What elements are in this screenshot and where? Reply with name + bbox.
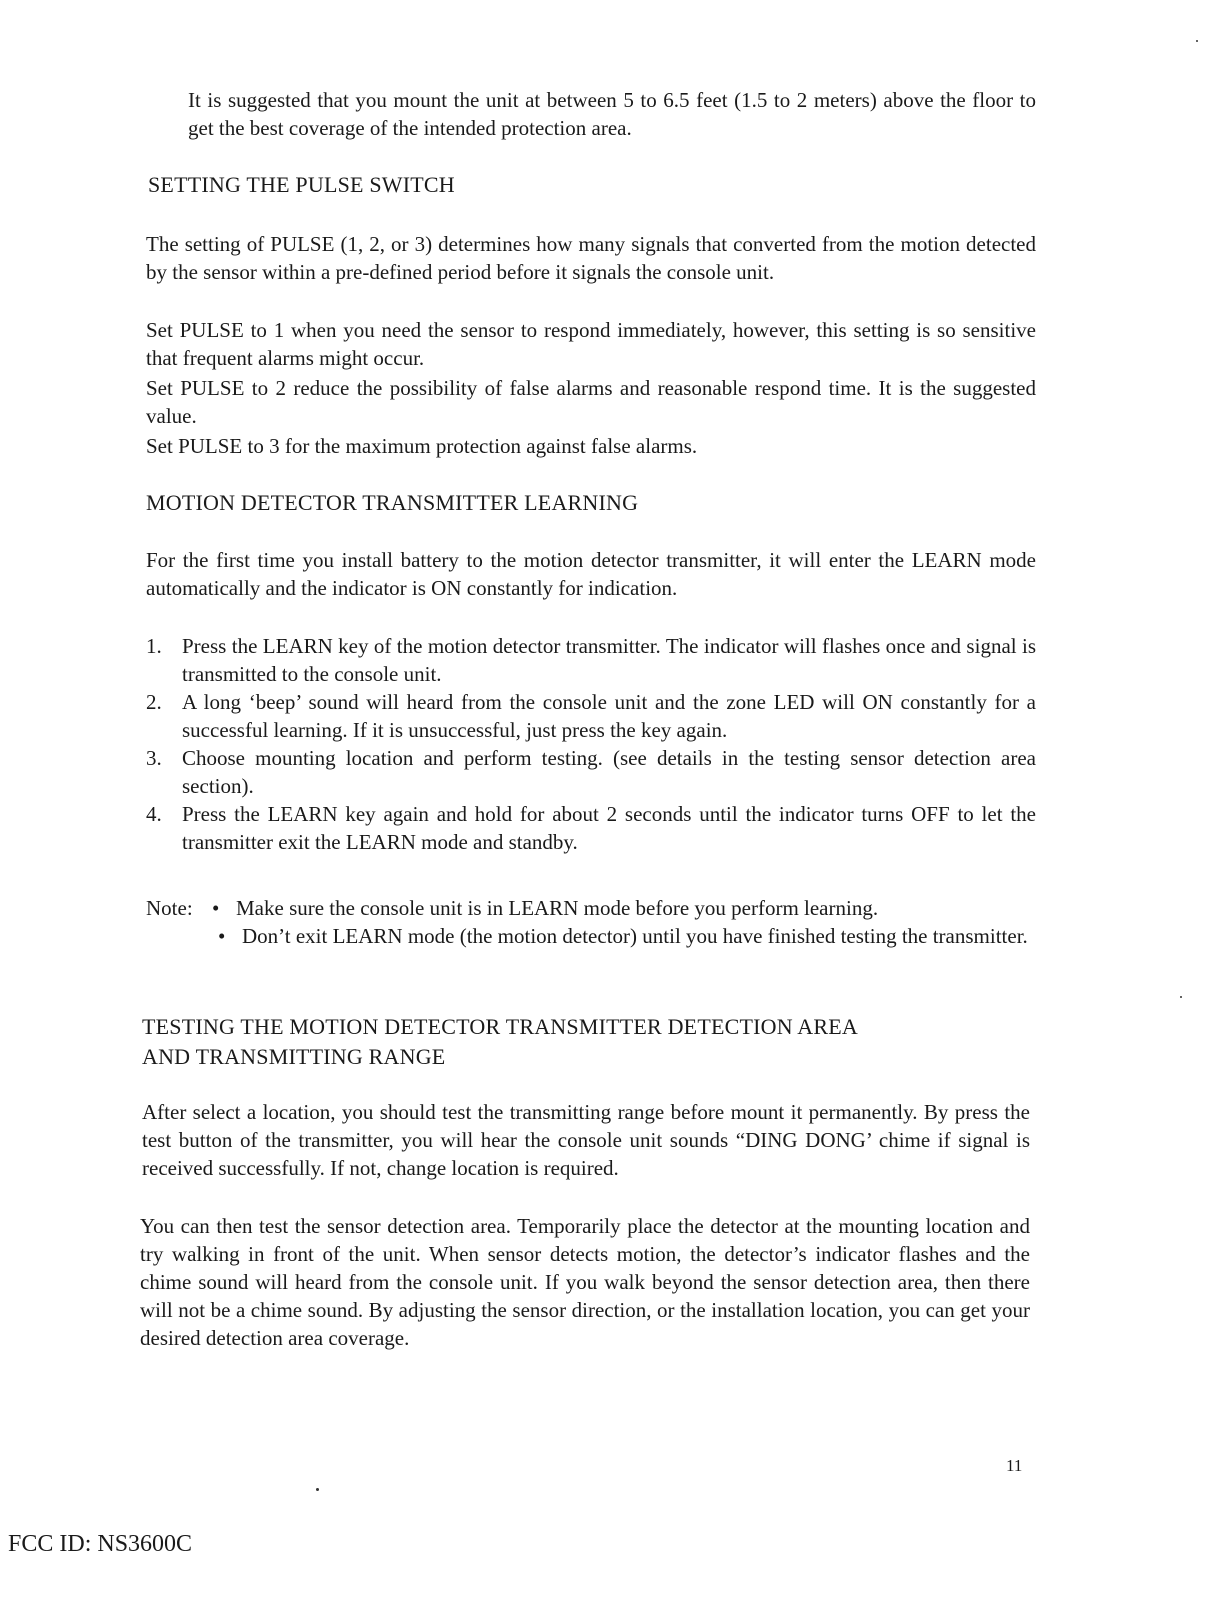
learning-intro: For the first time you install battery to the motion detector transmitter, it will enter the LEARN mode automatically and the indicator is ON constantly for indication. xyxy=(146,548,1036,600)
step-text: A long ‘beep’ sound will heard from the console unit and the zone LED will ON constantly for a successful learning. If it is unsuccessful, just press the key again. xyxy=(182,690,1036,742)
step-number: 4. xyxy=(146,802,162,826)
learning-heading: MOTION DETECTOR TRANSMITTER LEARNING xyxy=(146,490,639,515)
learning-step xyxy=(146,800,1036,856)
pulse-paragraph-4: Set PULSE to 3 for the maximum protection against false alarms. xyxy=(146,434,698,458)
learning-step xyxy=(146,744,1036,800)
learning-step xyxy=(146,688,1036,744)
scan-speck xyxy=(316,1488,319,1491)
step-number: 2. xyxy=(146,690,162,714)
note-list xyxy=(210,894,1040,950)
learning-step xyxy=(146,632,1036,688)
note-item xyxy=(216,922,1040,950)
testing-paragraph-2: You can then test the sensor detection area. Temporarily place the detector at the mounting location and try walking in front of the unit. When sensor detects motion, the detector’s indicator flashes and the chime sound will heard from the console unit. If you walk beyond the sensor detection area, then there will not be a chime sound. By adjusting the sensor direction, or the installation location, you can get your desired detection area coverage. xyxy=(140,1214,1030,1350)
pulse-paragraph-2: Set PULSE to 1 when you need the sensor to respond immediately, however, this setting is so sensitive that frequent alarms might occur. xyxy=(146,318,1036,370)
testing-paragraph-1: After select a location, you should test the transmitting range before mount it permanently. By press the test button of the transmitter, you will hear the console unit sounds “DING DONG’ chime if signal is received successfully. If not, change location is required. xyxy=(142,1100,1030,1180)
testing-heading-line-2: AND TRANSMITTING RANGE xyxy=(142,1044,446,1069)
scan-speck xyxy=(1180,996,1182,998)
fcc-id-footer: FCC ID: NS3600C xyxy=(8,1531,193,1557)
learning-steps-list xyxy=(146,632,1036,856)
pulse-paragraph-3: Set PULSE to 2 reduce the possibility of false alarms and reasonable respond time. It is the suggested value. xyxy=(146,376,1036,428)
step-number: 3. xyxy=(146,746,162,770)
note-text: Don’t exit LEARN mode (the motion detector) until you have finished testing the transmitter. xyxy=(242,924,1028,948)
step-text: Press the LEARN key of the motion detector transmitter. The indicator will flashes once and signal is transmitted to the console unit. xyxy=(182,634,1036,686)
scan-speck xyxy=(1196,40,1198,42)
note-label: Note: xyxy=(146,896,193,920)
page-number: 11 xyxy=(1006,1456,1023,1475)
step-text: Press the LEARN key again and hold for about 2 seconds until the indicator turns OFF to let the transmitter exit the LEARN mode and standby. xyxy=(182,802,1036,854)
step-number: 1. xyxy=(146,634,162,658)
pulse-paragraph-1: The setting of PULSE (1, 2, or 3) determines how many signals that converted from the motion detected by the sensor within a pre-defined period before it signals the console unit. xyxy=(146,232,1036,284)
pulse-heading: SETTING THE PULSE SWITCH xyxy=(148,172,455,197)
note-item xyxy=(210,894,1040,922)
learning-notes xyxy=(146,894,1036,954)
bullet-icon: • xyxy=(212,896,220,920)
testing-heading-line-1: TESTING THE MOTION DETECTOR TRANSMITTER DETECTION AREA xyxy=(142,1014,858,1039)
testing-heading xyxy=(142,1012,1042,1072)
bullet-icon: • xyxy=(218,924,226,948)
note-text: Make sure the console unit is in LEARN mode before you perform learning. xyxy=(236,896,879,920)
intro-paragraph: It is suggested that you mount the unit at between 5 to 6.5 feet (1.5 to 2 meters) above the floor to get the best coverage of the intended protection area. xyxy=(188,88,1036,140)
step-text: Choose mounting location and perform testing. (see details in the testing sensor detection area section). xyxy=(182,746,1036,798)
